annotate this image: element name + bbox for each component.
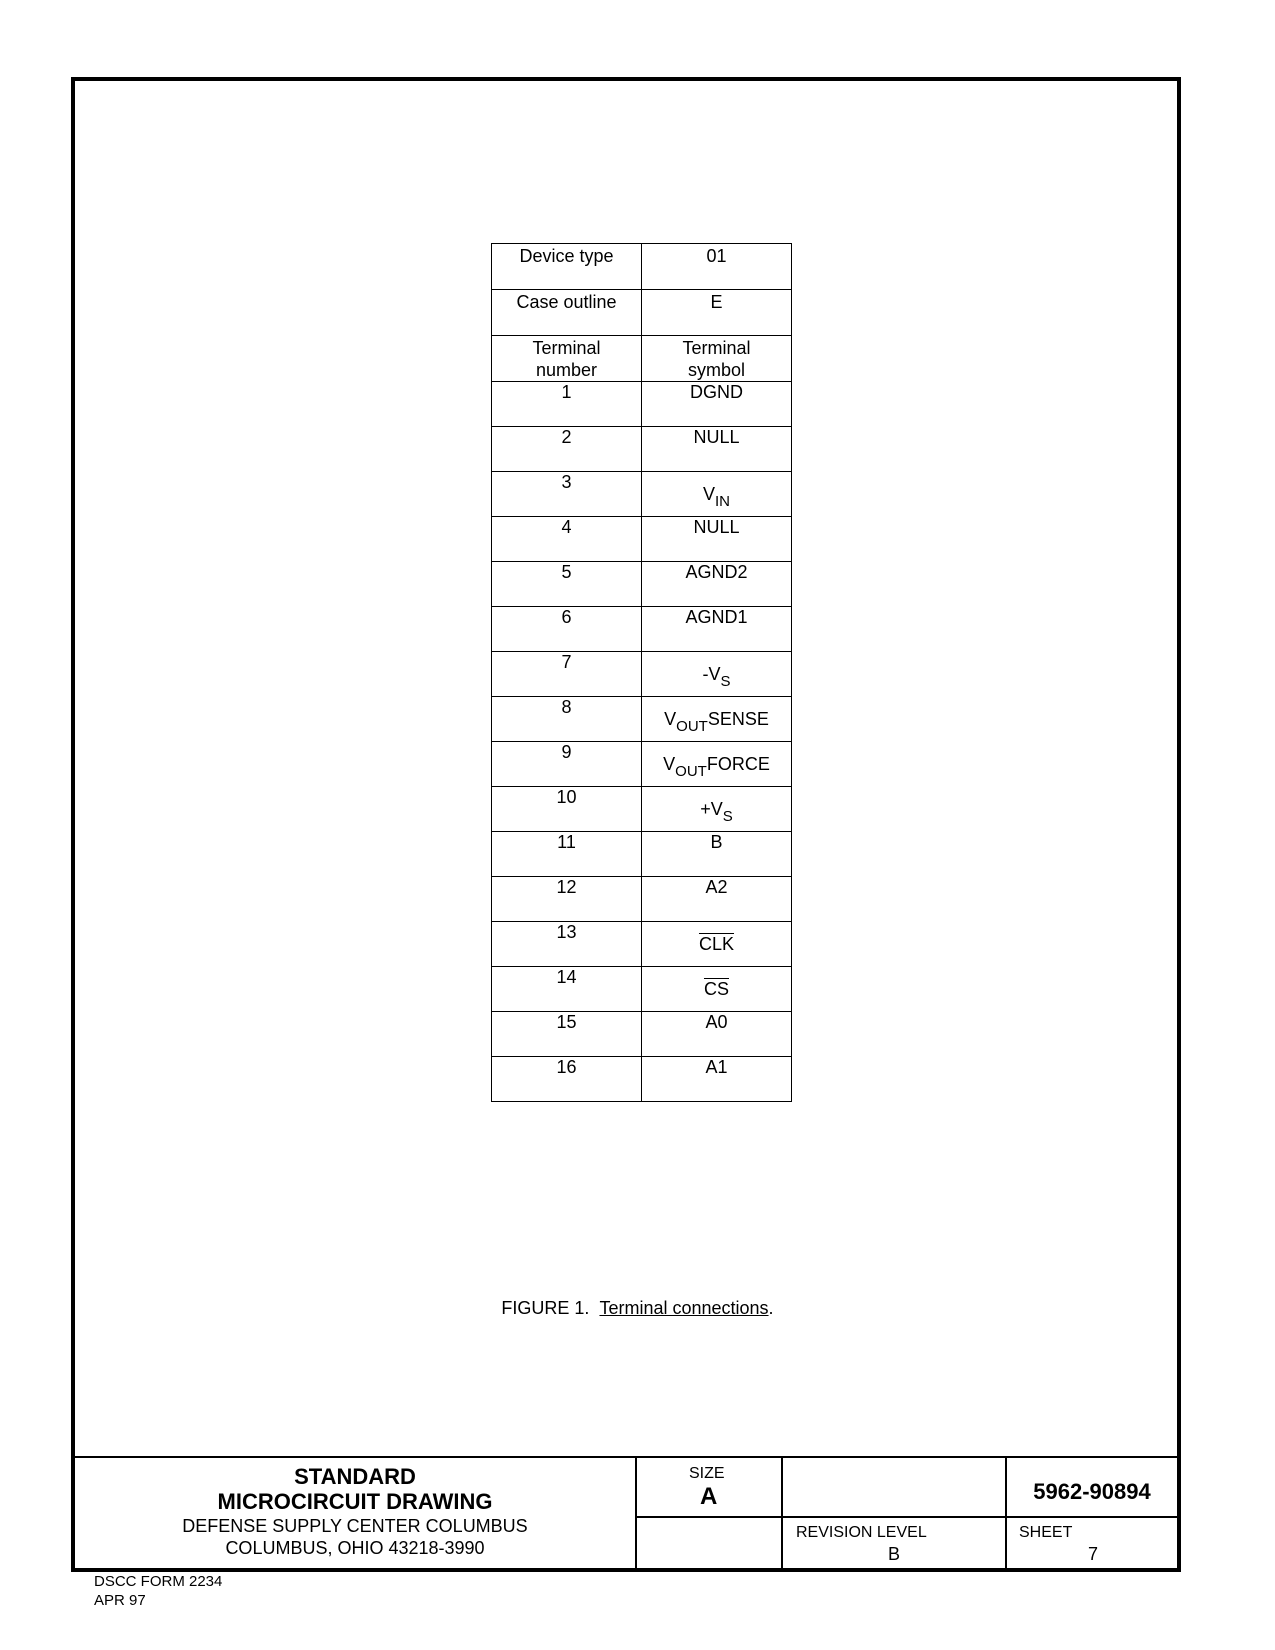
title-agency-name: DEFENSE SUPPLY CENTER COLUMBUS xyxy=(182,1516,528,1536)
terminal-row xyxy=(492,922,792,967)
title-microcircuit-drawing: MICROCIRCUIT DRAWING xyxy=(217,1489,493,1514)
drawing-number: 5962-90894 xyxy=(1033,1479,1151,1504)
terminal-symbol xyxy=(642,787,792,832)
terminal-symbol xyxy=(642,652,792,697)
terminal-symbol-subscript: S xyxy=(720,672,731,690)
terminal-number: 2 xyxy=(492,427,642,472)
terminal-number: 12 xyxy=(492,877,642,922)
terminal-symbol-suffix: FORCE xyxy=(706,753,770,774)
terminal-number: 10 xyxy=(492,787,642,832)
size-value: A xyxy=(700,1483,718,1510)
terminal-number: 4 xyxy=(492,517,642,562)
terminal-number: 5 xyxy=(492,562,642,607)
terminal-number: 1 xyxy=(492,382,642,427)
figure-caption xyxy=(0,1298,1275,1319)
terminal-number: 11 xyxy=(492,832,642,877)
terminal-symbol-main: -V xyxy=(702,663,721,684)
terminal-number: 16 xyxy=(492,1057,642,1102)
terminal-number: 9 xyxy=(492,742,642,787)
title-block xyxy=(75,1456,1177,1568)
terminal-number-header-line2: number xyxy=(535,360,598,380)
terminal-number: 7 xyxy=(492,652,642,697)
terminal-symbol-active-low: $\overline{CLK}$ xyxy=(698,933,734,954)
terminal-row xyxy=(492,427,792,472)
terminal-row xyxy=(492,787,792,832)
terminal-row xyxy=(492,697,792,742)
terminal-symbol-active-low: $\overline{CS}$ xyxy=(703,978,729,999)
terminal-row xyxy=(492,652,792,697)
terminal-symbol: A0 xyxy=(642,1012,792,1057)
terminal-number: 14 xyxy=(492,967,642,1012)
form-date: APR 97 xyxy=(94,1592,146,1609)
terminal-symbol xyxy=(642,922,792,967)
sheet-value: 7 xyxy=(1088,1544,1099,1564)
figure-caption-period: . xyxy=(768,1298,774,1318)
terminal-number: 15 xyxy=(492,1012,642,1057)
terminal-row xyxy=(492,832,792,877)
terminal-row xyxy=(492,967,792,1012)
case-outline-row xyxy=(492,290,792,336)
device-type-value: 01 xyxy=(642,244,792,290)
terminal-number: 6 xyxy=(492,607,642,652)
terminal-symbol-header-line2: symbol xyxy=(687,360,745,380)
terminal-number-header-line1: Terminal xyxy=(532,338,601,358)
case-outline-label: Case outline xyxy=(492,290,642,336)
title-agency-address: COLUMBUS, OHIO 43218-3990 xyxy=(225,1538,485,1558)
terminal-number: 13 xyxy=(492,922,642,967)
figure-title: Terminal connections xyxy=(599,1298,769,1318)
terminal-symbol-header-line1: Terminal xyxy=(682,338,751,358)
figure-number: FIGURE 1. xyxy=(501,1298,590,1318)
terminal-connections-table xyxy=(491,243,792,1102)
size-label: SIZE xyxy=(689,1465,725,1482)
terminal-row xyxy=(492,607,792,652)
empty-cell-top xyxy=(783,1458,1007,1518)
terminal-symbol-subscript: OUT xyxy=(676,717,708,735)
terminal-row xyxy=(492,877,792,922)
device-type-label: Device type xyxy=(492,244,642,290)
terminal-symbol: NULL xyxy=(642,517,792,562)
terminal-row xyxy=(492,742,792,787)
form-footer xyxy=(94,1572,222,1610)
terminal-symbol-header xyxy=(642,336,792,382)
form-number: DSCC FORM 2234 xyxy=(94,1573,223,1590)
terminal-symbol: DGND xyxy=(642,382,792,427)
terminal-number: 8 xyxy=(492,697,642,742)
terminal-symbol xyxy=(642,697,792,742)
terminal-symbol-suffix: SENSE xyxy=(707,708,769,729)
sheet-label: SHEET xyxy=(1019,1524,1073,1541)
case-outline-value: E xyxy=(642,290,792,336)
terminal-symbol: AGND2 xyxy=(642,562,792,607)
sheet-cell xyxy=(1007,1518,1177,1568)
terminal-symbol-subscript: IN xyxy=(715,492,730,510)
revision-value: B xyxy=(888,1544,901,1564)
terminal-symbol-main: +V xyxy=(700,798,723,819)
terminal-symbol: NULL xyxy=(642,427,792,472)
terminal-row xyxy=(492,1012,792,1057)
terminal-symbol-subscript: S xyxy=(722,807,733,825)
terminal-row xyxy=(492,517,792,562)
terminal-symbol-main: V xyxy=(702,483,715,504)
revision-cell xyxy=(783,1518,1007,1568)
device-type-row xyxy=(492,244,792,290)
terminal-symbol-main: V xyxy=(664,708,677,729)
size-cell xyxy=(637,1458,783,1518)
terminal-symbol: AGND1 xyxy=(642,607,792,652)
terminal-symbol: A1 xyxy=(642,1057,792,1102)
drawing-number-cell xyxy=(1007,1458,1177,1518)
terminal-symbol: A2 xyxy=(642,877,792,922)
terminal-row xyxy=(492,1057,792,1102)
column-header-row xyxy=(492,336,792,382)
terminal-symbol: B xyxy=(642,832,792,877)
terminal-symbol xyxy=(642,472,792,517)
revision-label: REVISION LEVEL xyxy=(796,1524,927,1541)
terminal-symbol xyxy=(642,742,792,787)
terminal-number: 3 xyxy=(492,472,642,517)
terminal-symbol-main: V xyxy=(663,753,676,774)
terminal-symbol xyxy=(642,967,792,1012)
title-standard: STANDARD xyxy=(294,1464,416,1489)
title-block-agency xyxy=(75,1458,637,1568)
terminal-row xyxy=(492,382,792,427)
empty-cell-bottom xyxy=(637,1518,783,1568)
terminal-symbol-subscript: OUT xyxy=(675,762,707,780)
terminal-row xyxy=(492,472,792,517)
terminal-row xyxy=(492,562,792,607)
terminal-number-header xyxy=(492,336,642,382)
